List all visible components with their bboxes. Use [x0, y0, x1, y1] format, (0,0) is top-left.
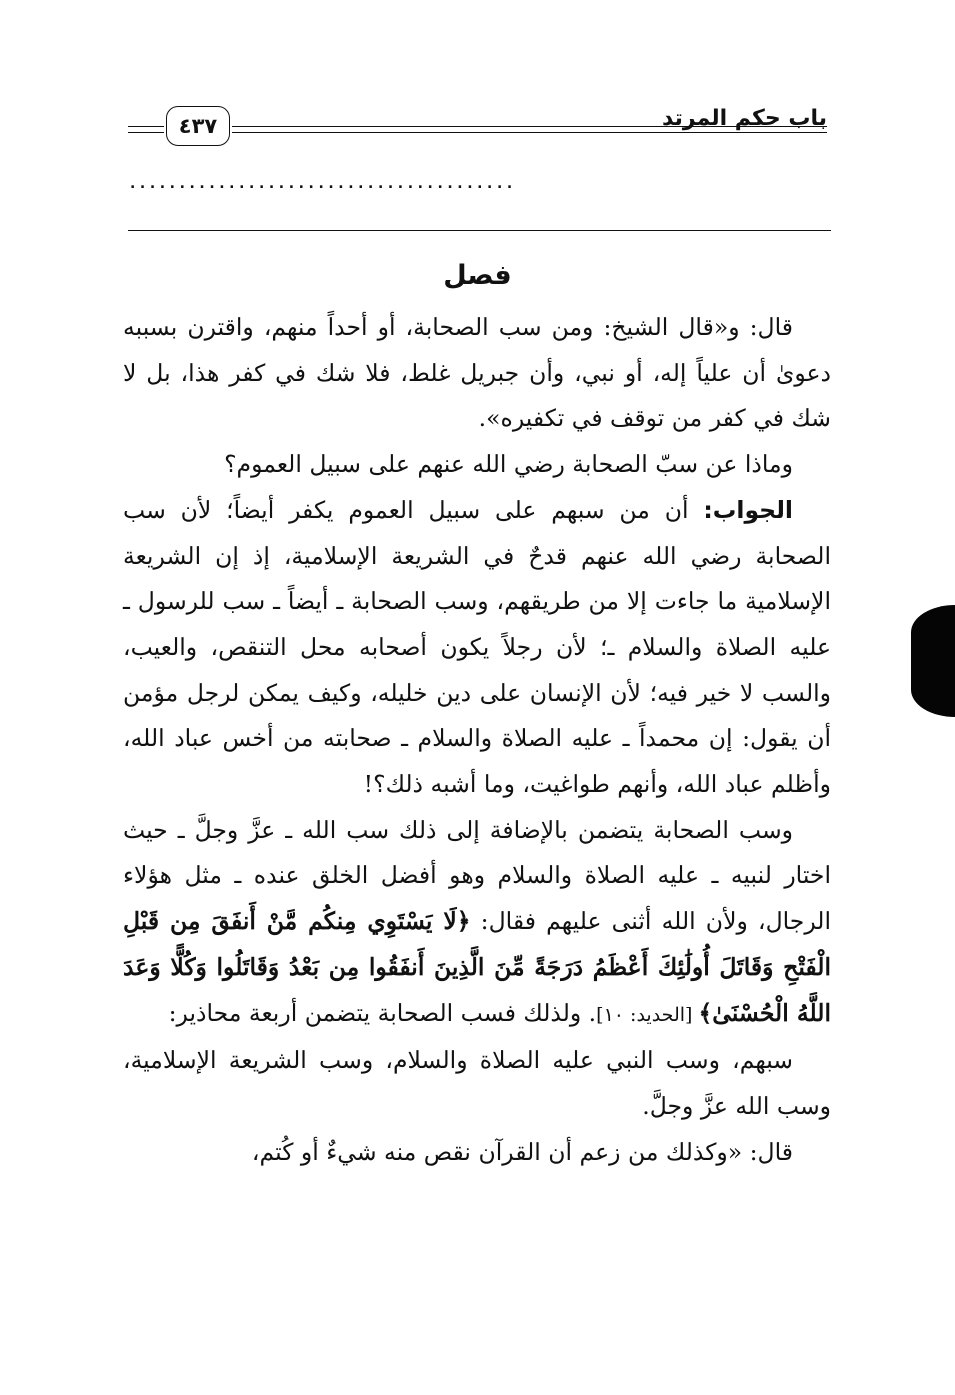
paragraph [123, 1130, 831, 1176]
dotted-separator: ....................................... [130, 176, 517, 192]
quran-verse: ﴿لَا يَسْتَوِي مِنكُم مَّنْ أَنفَقَ مِن قَبْلِ الْفَتْحِ وَقَاتَلَ أُولَٰئِكَ أَعْظَمُ دَرَجَةً مِّنَ الَّذِينَ أَنفَقُوا مِن بَعْدُ وَقَاتَلُوا وَكُلًّا وَعَدَ اللَّهُ الْحُسْنَىٰ﴾ [123, 907, 831, 1027]
paragraph-text: سبهم، وسب النبي عليه الصلاة والسلام، وسب الشريعة الإسلامية، وسب الله عزَّ وجلَّ. [123, 1046, 831, 1120]
paragraph-text: قال: و«قال الشيخ: ومن سب الصحابة، أو أحداً منهم، واقترن بسببه دعوىٰ أن علياً إله، أو نبي، وأن جبريل غلط، فلا شك في كفر هذا، بل لا شك في كفر من توقف في تكفيره». [123, 313, 831, 433]
header-double-rule-short [128, 126, 164, 133]
answer-label: الجواب: [703, 495, 793, 524]
body-text [123, 305, 831, 1175]
paragraph-text: وماذا عن سبّ الصحابة رضي الله عنهم على سبيل العموم؟ [224, 450, 793, 479]
section-heading: فصل [443, 260, 512, 291]
paragraph [123, 808, 831, 1039]
running-title: باب حكم المرتد [661, 106, 827, 131]
paragraph [123, 488, 831, 808]
paragraph-text: قال: «وكذلك من زعم أن القرآن نقص منه شيءٌ أو كُتم، [251, 1137, 793, 1166]
paragraph-text: وسب الصحابة يتضمن بالإضافة إلى ذلك سب الله ـ عزَّ وجلَّ ـ حيث اختار لنبيه ـ عليه الصلاة والسلام وهو أفضل الخلق عنده ـ مثل هؤلاء الرجال، ولأن الله أثنى عليهم فقال: [123, 815, 831, 936]
header-double-rule [232, 126, 827, 133]
paragraph [123, 442, 831, 488]
chapter-thumb-tab [911, 605, 955, 717]
paragraph [123, 1038, 831, 1129]
page-number: ٤٣٧ [166, 106, 230, 146]
verse-citation: [الحديد: ١٠] [596, 1003, 699, 1026]
paragraph-text: . ولذلك فسب الصحابة يتضمن أربعة محاذير: [168, 998, 597, 1027]
paragraph-text: أن من سبهم على سبيل العموم يكفر أيضاً؛ لأن سب الصحابة رضي الله عنهم قدحٌ في الشريعة الإسلامية، إذ إن الشريعة الإسلامية ما جاءت إلا من طريقهم، وسب الصحابة ـ أيضاً ـ سب للرسول ـ عليه الصلاة والسلام ـ؛ لأن رجلاً يكون أصحابه محل التنقص، والعيب، والسب لا خير فيه؛ لأن الإنسان على دين خليله، وكيف يمكن لرجل مؤمن أن يقول: إن محمداً ـ عليه الصلاة والسلام ـ صحابته من أخس عباد الله، وأظلم عباد الله، وأنهم طواغيت، وما أشبه ذلك؟! [123, 495, 831, 799]
paragraph [123, 305, 831, 442]
separator-rule [128, 230, 831, 231]
